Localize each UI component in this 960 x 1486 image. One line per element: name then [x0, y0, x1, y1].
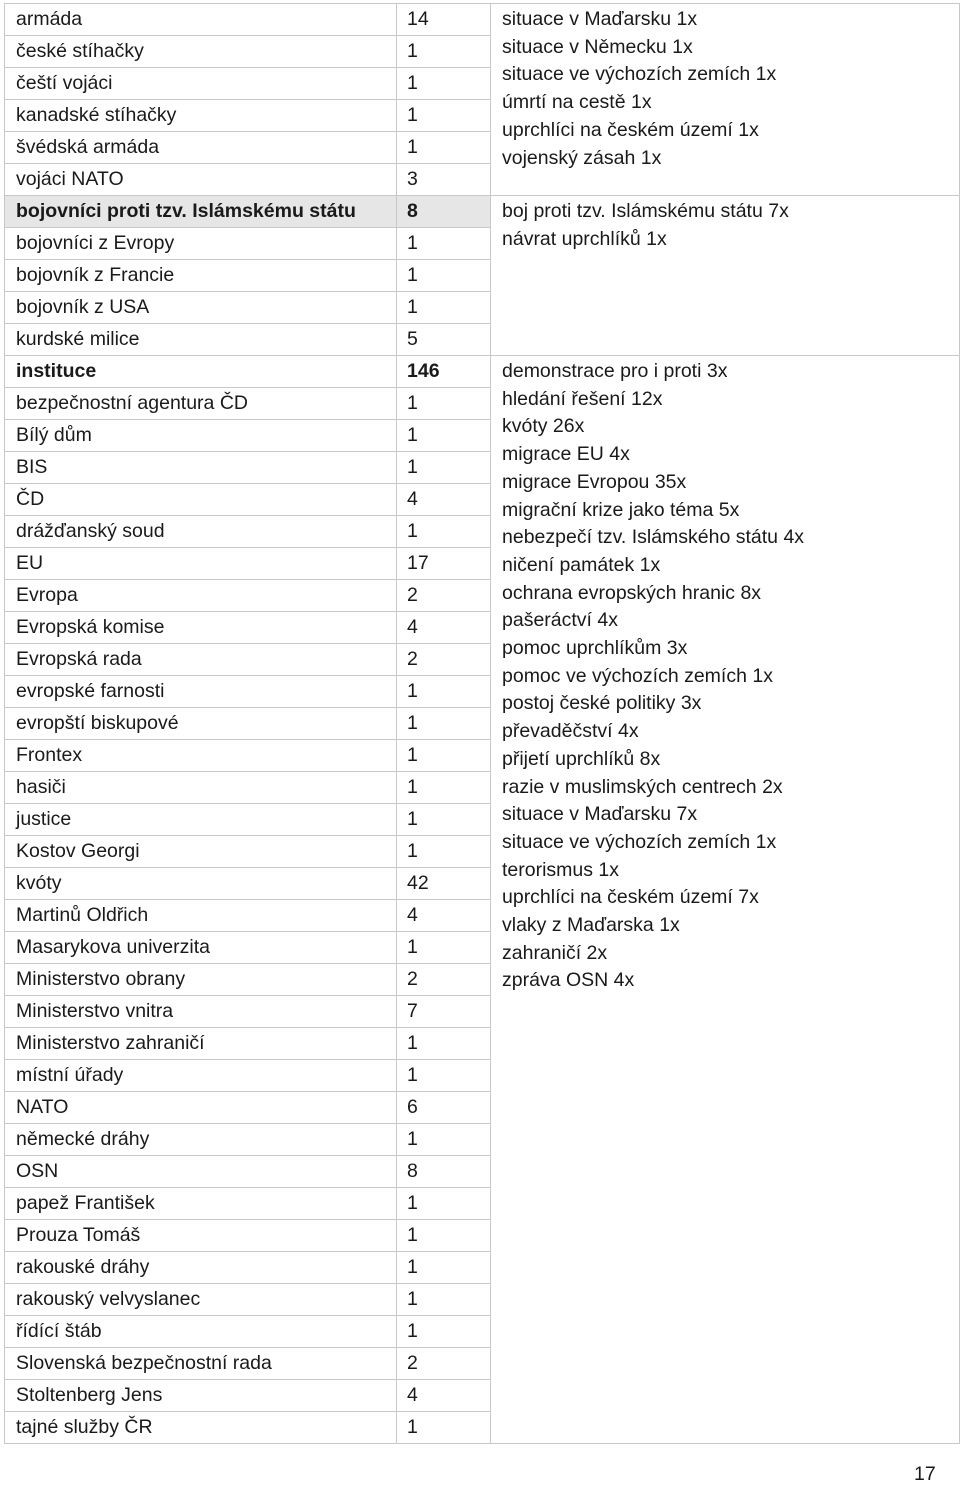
topic-item: zahraničí 2x	[502, 941, 608, 964]
actor-count-cell: 17	[397, 548, 491, 580]
actor-name-cell: Kostov Georgi	[5, 836, 397, 868]
topic-item: pomoc uprchlíkům 3x	[502, 637, 688, 660]
topics-cell	[491, 356, 960, 1444]
topic-item: návrat uprchlíků 1x	[502, 227, 667, 250]
topic-item: terorismus 1x	[502, 858, 620, 881]
actor-count-cell: 42	[397, 868, 491, 900]
actor-count-cell: 1	[397, 708, 491, 740]
actor-count-cell: 5	[397, 324, 491, 356]
actor-count-cell: 1	[397, 228, 491, 260]
actor-name-cell: Bílý dům	[5, 420, 397, 452]
actor-count-cell: 1	[397, 676, 491, 708]
topics-cell	[491, 196, 960, 356]
group-name-cell: instituce	[5, 356, 397, 388]
topic-item: ochrana evropských hranic 8x	[502, 581, 762, 604]
actor-name-cell: kanadské stíhačky	[5, 100, 397, 132]
topic-item: úmrtí na cestě 1x	[502, 91, 652, 114]
group-name-cell: armáda	[5, 4, 397, 36]
actor-name-cell: drážďanský soud	[5, 516, 397, 548]
topics-list	[502, 358, 959, 995]
actor-name-cell: místní úřady	[5, 1060, 397, 1092]
actor-count-cell: 4	[397, 612, 491, 644]
actor-name-cell: bojovník z Francie	[5, 260, 397, 292]
actor-count-cell: 1	[397, 516, 491, 548]
actor-count-cell: 1	[397, 1284, 491, 1316]
actor-count-cell: 2	[397, 964, 491, 996]
actor-name-cell: Ministerstvo obrany	[5, 964, 397, 996]
topic-item: situace v Maďarsku 7x	[502, 803, 698, 826]
actor-count-cell: 1	[397, 132, 491, 164]
actor-name-cell: bezpečnostní agentura ČD	[5, 388, 397, 420]
actor-name-cell: papež František	[5, 1188, 397, 1220]
actor-count-cell: 1	[397, 1252, 491, 1284]
topic-item: zpráva OSN 4x	[502, 969, 635, 992]
actor-name-cell: kvóty	[5, 868, 397, 900]
actor-name-cell: OSN	[5, 1156, 397, 1188]
actor-name-cell: NATO	[5, 1092, 397, 1124]
actor-name-cell: ČD	[5, 484, 397, 516]
topic-item: kvóty 26x	[502, 415, 585, 438]
actor-name-cell: Evropská rada	[5, 644, 397, 676]
topic-item: razie v muslimských centrech 2x	[502, 775, 783, 798]
actor-name-cell: Ministerstvo zahraničí	[5, 1028, 397, 1060]
actor-name-cell: vojáci NATO	[5, 164, 397, 196]
topic-item: přijetí uprchlíků 8x	[502, 747, 661, 770]
actor-name-cell: bojovník z USA	[5, 292, 397, 324]
actor-count-cell: 2	[397, 580, 491, 612]
actor-name-cell: rakouské dráhy	[5, 1252, 397, 1284]
actor-name-cell: Frontex	[5, 740, 397, 772]
actor-count-cell: 1	[397, 932, 491, 964]
actor-count-cell: 1	[397, 36, 491, 68]
actor-count-cell: 1	[397, 740, 491, 772]
actor-name-cell: evropské farnosti	[5, 676, 397, 708]
actor-count-cell: 1	[397, 1316, 491, 1348]
page-number: 17	[914, 1463, 936, 1485]
actor-count-cell: 1	[397, 836, 491, 868]
group-header-row	[5, 4, 960, 36]
topic-item: nebezpečí tzv. Islámského státu 4x	[502, 526, 805, 549]
actor-name-cell: české stíhačky	[5, 36, 397, 68]
group-name-cell: bojovníci proti tzv. Islámskému státu	[5, 196, 397, 228]
actor-count-cell: 6	[397, 1092, 491, 1124]
topic-item: pomoc ve výchozích zemích 1x	[502, 664, 773, 687]
actor-name-cell: Evropská komise	[5, 612, 397, 644]
topic-item: migrace EU 4x	[502, 443, 630, 466]
group-count-cell: 14	[397, 4, 491, 36]
actor-count-cell: 1	[397, 804, 491, 836]
topic-item: boj proti tzv. Islámskému státu 7x	[502, 200, 789, 222]
actor-name-cell: hasiči	[5, 772, 397, 804]
actor-count-cell: 8	[397, 1156, 491, 1188]
topic-item: situace v Maďarsku 1x	[502, 8, 698, 30]
actors-table	[4, 3, 960, 1444]
topic-item: situace v Německu 1x	[502, 35, 693, 58]
actor-count-cell: 1	[397, 420, 491, 452]
topic-item: migrační krize jako téma 5x	[502, 498, 740, 521]
actor-name-cell: německé dráhy	[5, 1124, 397, 1156]
actor-name-cell: kurdské milice	[5, 324, 397, 356]
actor-name-cell: BIS	[5, 452, 397, 484]
group-count-cell: 8	[397, 196, 491, 228]
actor-name-cell: bojovníci z Evropy	[5, 228, 397, 260]
actor-name-cell: Martinů Oldřich	[5, 900, 397, 932]
actor-count-cell: 1	[397, 1220, 491, 1252]
actor-name-cell: Ministerstvo vnitra	[5, 996, 397, 1028]
actor-count-cell: 1	[397, 100, 491, 132]
actor-name-cell: Slovenská bezpečnostní rada	[5, 1348, 397, 1380]
actor-count-cell: 2	[397, 644, 491, 676]
actor-count-cell: 1	[397, 68, 491, 100]
actor-count-cell: 4	[397, 484, 491, 516]
group-header-row	[5, 356, 960, 388]
topic-item: vojenský zásah 1x	[502, 146, 662, 169]
actor-name-cell: justice	[5, 804, 397, 836]
actor-count-cell: 1	[397, 388, 491, 420]
topics-list	[502, 198, 959, 253]
actor-name-cell: Prouza Tomáš	[5, 1220, 397, 1252]
actor-count-cell: 1	[397, 1060, 491, 1092]
topics-list	[502, 6, 959, 172]
actor-name-cell: EU	[5, 548, 397, 580]
actor-count-cell: 7	[397, 996, 491, 1028]
topic-item: vlaky z Maďarska 1x	[502, 914, 680, 937]
actor-count-cell: 1	[397, 292, 491, 324]
actor-name-cell: čeští vojáci	[5, 68, 397, 100]
topic-item: hledání řešení 12x	[502, 387, 663, 410]
group-count-cell: 146	[397, 356, 491, 388]
actor-name-cell: Evropa	[5, 580, 397, 612]
topic-item: situace ve výchozích zemích 1x	[502, 830, 777, 853]
actor-count-cell: 1	[397, 1124, 491, 1156]
actor-name-cell: tajné služby ČR	[5, 1412, 397, 1444]
actor-count-cell: 1	[397, 1188, 491, 1220]
topic-item: ničení památek 1x	[502, 553, 661, 576]
actor-count-cell: 1	[397, 1028, 491, 1060]
actor-count-cell: 3	[397, 164, 491, 196]
table-body	[5, 4, 960, 1444]
actor-count-cell: 2	[397, 1348, 491, 1380]
actor-count-cell: 1	[397, 1412, 491, 1444]
actor-name-cell: Masarykova univerzita	[5, 932, 397, 964]
actor-count-cell: 1	[397, 772, 491, 804]
actor-name-cell: švédská armáda	[5, 132, 397, 164]
actor-name-cell: rakouský velvyslanec	[5, 1284, 397, 1316]
topic-item: uprchlíci na českém území 1x	[502, 118, 759, 141]
actor-name-cell: Stoltenberg Jens	[5, 1380, 397, 1412]
topic-item: situace ve výchozích zemích 1x	[502, 63, 777, 86]
topics-cell	[491, 4, 960, 196]
topic-item: postoj české politiky 3x	[502, 692, 702, 715]
topic-item: převaděčství 4x	[502, 720, 639, 743]
topic-item: pašeráctví 4x	[502, 609, 618, 632]
actor-count-cell: 1	[397, 452, 491, 484]
group-header-row	[5, 196, 960, 228]
actor-name-cell: evropští biskupové	[5, 708, 397, 740]
topic-item: migrace Evropou 35x	[502, 470, 687, 493]
topic-item: demonstrace pro i proti 3x	[502, 360, 728, 382]
actor-count-cell: 4	[397, 900, 491, 932]
topic-item: uprchlíci na českém území 7x	[502, 886, 759, 909]
actor-count-cell: 1	[397, 260, 491, 292]
actor-count-cell: 4	[397, 1380, 491, 1412]
actor-name-cell: řídící štáb	[5, 1316, 397, 1348]
